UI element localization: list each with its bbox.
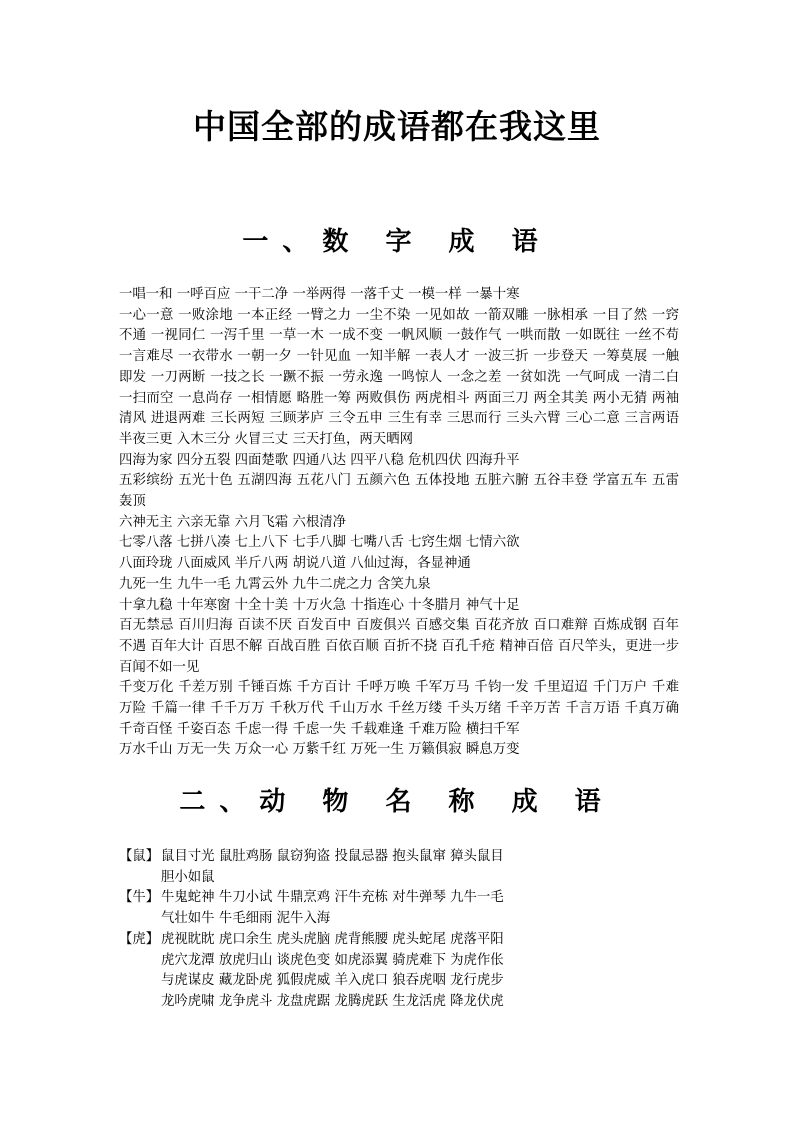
idiom-paragraph: 一唱一和 一呼百应 一干二净 一举两得 一落千丈 一模一样 一暴十寒 bbox=[119, 287, 520, 302]
document-title: 中国全部的成语都在我这里 bbox=[193, 107, 601, 146]
animal-tag: 【鼠】 bbox=[119, 849, 160, 864]
animal-idiom-line: 胆小如鼠 bbox=[161, 869, 215, 885]
idiom-paragraph: 九死一生 九牛一毛 九霄云外 九牛二虎之力 含笑九泉 bbox=[119, 576, 431, 592]
idiom-paragraph: 千变万化 千差万别 千锤百炼 千方百计 千呼万唤 千军万马 千钧一发 千里迢迢 千门万户 千难万险 千篇一律 千千万万 千秋万代 千山万水 千丝万缕 千头万绪 千辛万苦 千言万语 千真万确 千奇百怪 千姿百态 千虑一得 千虑一失 千载难逢 千难万险 横扫千军 bbox=[119, 680, 679, 737]
idiom-paragraph: 十拿九稳 十年寒窗 十全十美 十万火急 十指连心 十冬腊月 神气十足 bbox=[119, 597, 520, 613]
numbers-idioms-block bbox=[119, 285, 679, 761]
animal-idiom-line: 虎穴龙潭 放虎归山 谈虎色变 如虎添翼 骑虎难下 为虎作伥 bbox=[161, 952, 504, 968]
animal-group-ox bbox=[119, 888, 579, 929]
animal-idiom-line: 与虎谋皮 藏龙卧虎 狐假虎威 羊入虎口 狼吞虎咽 龙行虎步 bbox=[161, 973, 504, 989]
animal-tag: 【牛】 bbox=[119, 890, 160, 905]
section-heading-animals: 二、动 物 名 称 成 语 bbox=[179, 787, 615, 817]
animal-idiom-line: 气壮如牛 牛毛细雨 泥牛入海 bbox=[161, 910, 331, 926]
animal-group-rat bbox=[119, 847, 579, 888]
animal-idiom-line: 牛鬼蛇神 牛刀小试 牛鼎烹鸡 汗牛充栋 对牛弹琴 九牛一毛 bbox=[161, 890, 504, 905]
idiom-paragraph: 万水千山 万无一失 万众一心 万紫千红 万死一生 万籁俱寂 瞬息万变 bbox=[119, 742, 520, 758]
section-heading-numbers: 一、数 字 成 语 bbox=[242, 227, 552, 257]
idiom-paragraph: 八面玲珑 八面威风 半斤八两 胡说八道 八仙过海，各显神通 bbox=[119, 556, 471, 572]
idiom-paragraph: 五彩缤纷 五光十色 五湖四海 五花八门 五颜六色 五体投地 五脏六腑 五谷丰登 学富五车 五雷轰顶 bbox=[119, 473, 679, 510]
animal-idiom-line: 鼠目寸光 鼠肚鸡肠 鼠窃狗盗 投鼠忌器 抱头鼠窜 獐头鼠目 bbox=[161, 849, 504, 864]
idiom-paragraph: 七零八落 七拼八凑 七上八下 七手八脚 七嘴八舌 七窍生烟 七情六欲 bbox=[119, 535, 520, 551]
idiom-paragraph: 百无禁忌 百川归海 百读不厌 百发百中 百废俱兴 百感交集 百花齐放 百口难辩 百炼成钢 百年不遇 百年大计 百思不解 百战百胜 百依百顺 百折不挠 百孔千疮 精神百倍 百尺竿头，更进一步 百闻不如一见 bbox=[119, 618, 679, 675]
animal-idiom-line: 虎视眈眈 虎口余生 虎头虎脑 虎背熊腰 虎头蛇尾 虎落平阳 bbox=[161, 932, 504, 947]
animal-tag: 【虎】 bbox=[119, 932, 160, 947]
idiom-paragraph: 六神无主 六亲无靠 六月飞霜 六根清净 bbox=[119, 514, 347, 530]
animal-idiom-line: 龙吟虎啸 龙争虎斗 龙盘虎踞 龙腾虎跃 生龙活虎 降龙伏虎 bbox=[161, 994, 504, 1010]
idiom-paragraph: 四海为家 四分五裂 四面楚歌 四通八达 四平八稳 危机四伏 四海升平 bbox=[119, 452, 520, 468]
idiom-paragraph: 一心一意 一败涂地 一本正经 一臂之力 一尘不染 一见如故 一箭双雕 一脉相承 一目了然 一窍不通 一视同仁 一泻千里 一草一木 一成不变 一帆风顺 一鼓作气 一哄而散 一如既往 一丝不苟 一言难尽 一衣带水 一朝一夕 一针见血 一知半解 一表人才 一波三折 一步登天 一筹莫展 一触即发 一刀两断 一技之长 一蹶不振 一劳永逸 一鸣惊人 一念之差 一贫如洗 一气呵成 一清二白 一扫而空 一息尚存 一相情愿 略胜一筹 两败俱伤 两虎相斗 两面三刀 两全其美 两小无猜 两袖清风 进退两难 三长两短 三顾茅庐 三令五申 三生有幸 三思而行 三头六臂 三心二意 三言两语 半夜三更 入木三分 火冒三丈 三天打鱼，两天晒网 bbox=[119, 307, 679, 447]
animal-group-tiger bbox=[119, 930, 579, 1013]
